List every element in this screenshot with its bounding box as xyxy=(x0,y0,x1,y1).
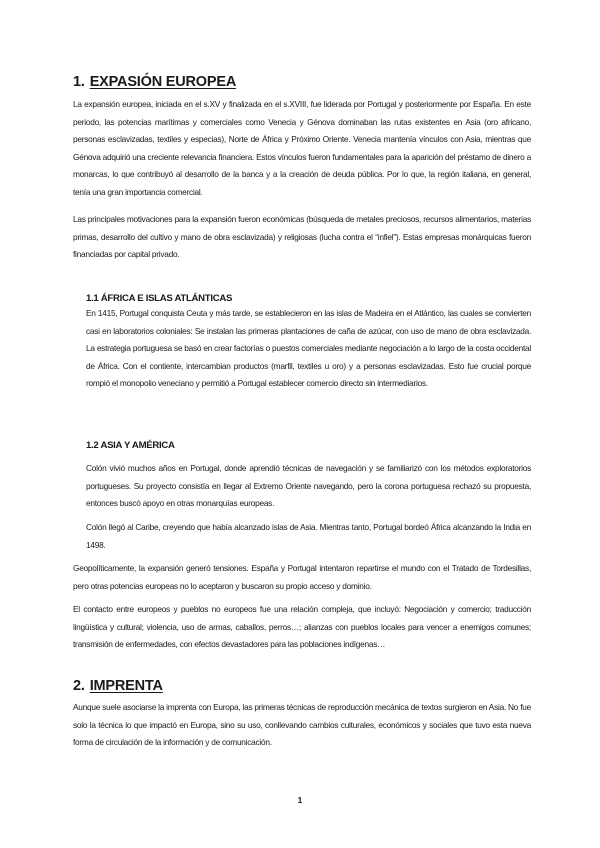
section-1-2-paragraph-1: Colón vivió muchos años en Portugal, donde aprendió técnicas de navegación y se familiarizó con los métodos exploratorios portugueses. Su proyecto consistía en llegar al Extremo Oriente navegando, pero la corona portuguesa rechazó su propuesta, entonces buscó apoyo en otras monarquías europeas. xyxy=(86,463,531,509)
section-1-number: 1. xyxy=(73,74,85,90)
section-1-2-heading: 1.2 ASIA Y AMÉRICA xyxy=(86,440,175,451)
closing-paragraph-1: Geopolíticamente, la expansión generó tensiones. España y Portugal intentaron repartirse el mundo con el Tratado de Tordesillas, pero otras potencias europeas no lo aceptaron y buscaron su propio acceso y dominio. xyxy=(73,563,531,591)
section-2-heading xyxy=(73,678,163,694)
section-1-1-heading: 1.1 ÁFRICA E ISLAS ATLÁNTICAS xyxy=(86,293,233,304)
section-1-title: EXPASIÓN EUROPEA xyxy=(89,74,237,90)
section-2-title: IMPRENTA xyxy=(89,678,163,694)
section-1-heading xyxy=(73,74,236,90)
section-1-1-paragraph: En 1415, Portugal conquista Ceuta y más tarde, se establecieron en las islas de Madeira en el Atlántico, las cuales se convierten casi en laboratorios coloniales: Se instalan las primeras plantaciones de caña de azúcar, con uso de mano de obra esclavizada. La estrategia portuguesa se basó en crear factorías o puestos comerciales mediante negociación a lo largo de la costa occidental de África. Con el contiente, intercambian productos (marfil, textiles u oro) y a personas esclavizadas. Esto fue crucial porque rompió el monopolio veneciano y permitió a Portugal establecer comercio directo sin intermediarios. xyxy=(86,308,531,389)
page-number: 1 xyxy=(297,795,303,805)
closing-paragraph-2: El contacto entre europeos y pueblos no europeos fue una relación compleja, que incluyó: Negociación y comercio; traducción lingüística y cultural; violencia, uso de armas, caballos, perros…; alianzas con pueblos locales para vencer a enemigos comunes; transmisión de enfermedades, con efectos devastadores para las poblaciones indígenas… xyxy=(73,604,531,650)
section-2-number: 2. xyxy=(73,678,85,694)
section-1-paragraph-1: La expansión europea, iniciada en el s.XV y finalizada en el s.XVIII, fue liderada por Portugal y posteriormente por España. En este periodo, las potencias marítimas y comerciales como Venecia y Génova dominaban las rutas existentes en Asia (oro africano, personas esclavizadas, textiles y especias), Norte de África y Próximo Oriente. Venecia mantenía vínculos con Asia, mientras que Génova adquirió una creciente relevancia financiera. Estos vínculos fueron fundamentales para la aparición del préstamo de dinero a monarcas, lo que contribuyó al desarrollo de la banca y a la creación de deuda pública. Por lo que, la región italiana, en general, tenía una gran importancia comercial. xyxy=(73,99,531,197)
section-1-paragraph-2: Las principales motivaciones para la expansión fueron económicas (búsqueda de metales preciosos, recursos alimentarios, materias primas, desarrollo del cultivo y mano de obra esclavizada) y religiosas (lucha contra el “infiel”). Estas empresas monárquicas fueron financiadas por capital privado. xyxy=(73,214,531,260)
section-1-2-paragraph-2: Colón llegó al Caribe, creyendo que había alcanzado islas de Asia. Mientras tanto, Portugal bordeó África alcanzando la India en 1498. xyxy=(86,522,531,550)
section-2-paragraph: Aunque suele asociarse la imprenta con Europa, las primeras técnicas de reproducción mecánica de textos surgieron en Asia. No fue solo la técnica lo que impactó en Europa, sino su uso, conllevando cambios culturales, económicos y sociales que tuvo esta nueva forma de circulación de la información y de comunicación. xyxy=(73,702,531,748)
